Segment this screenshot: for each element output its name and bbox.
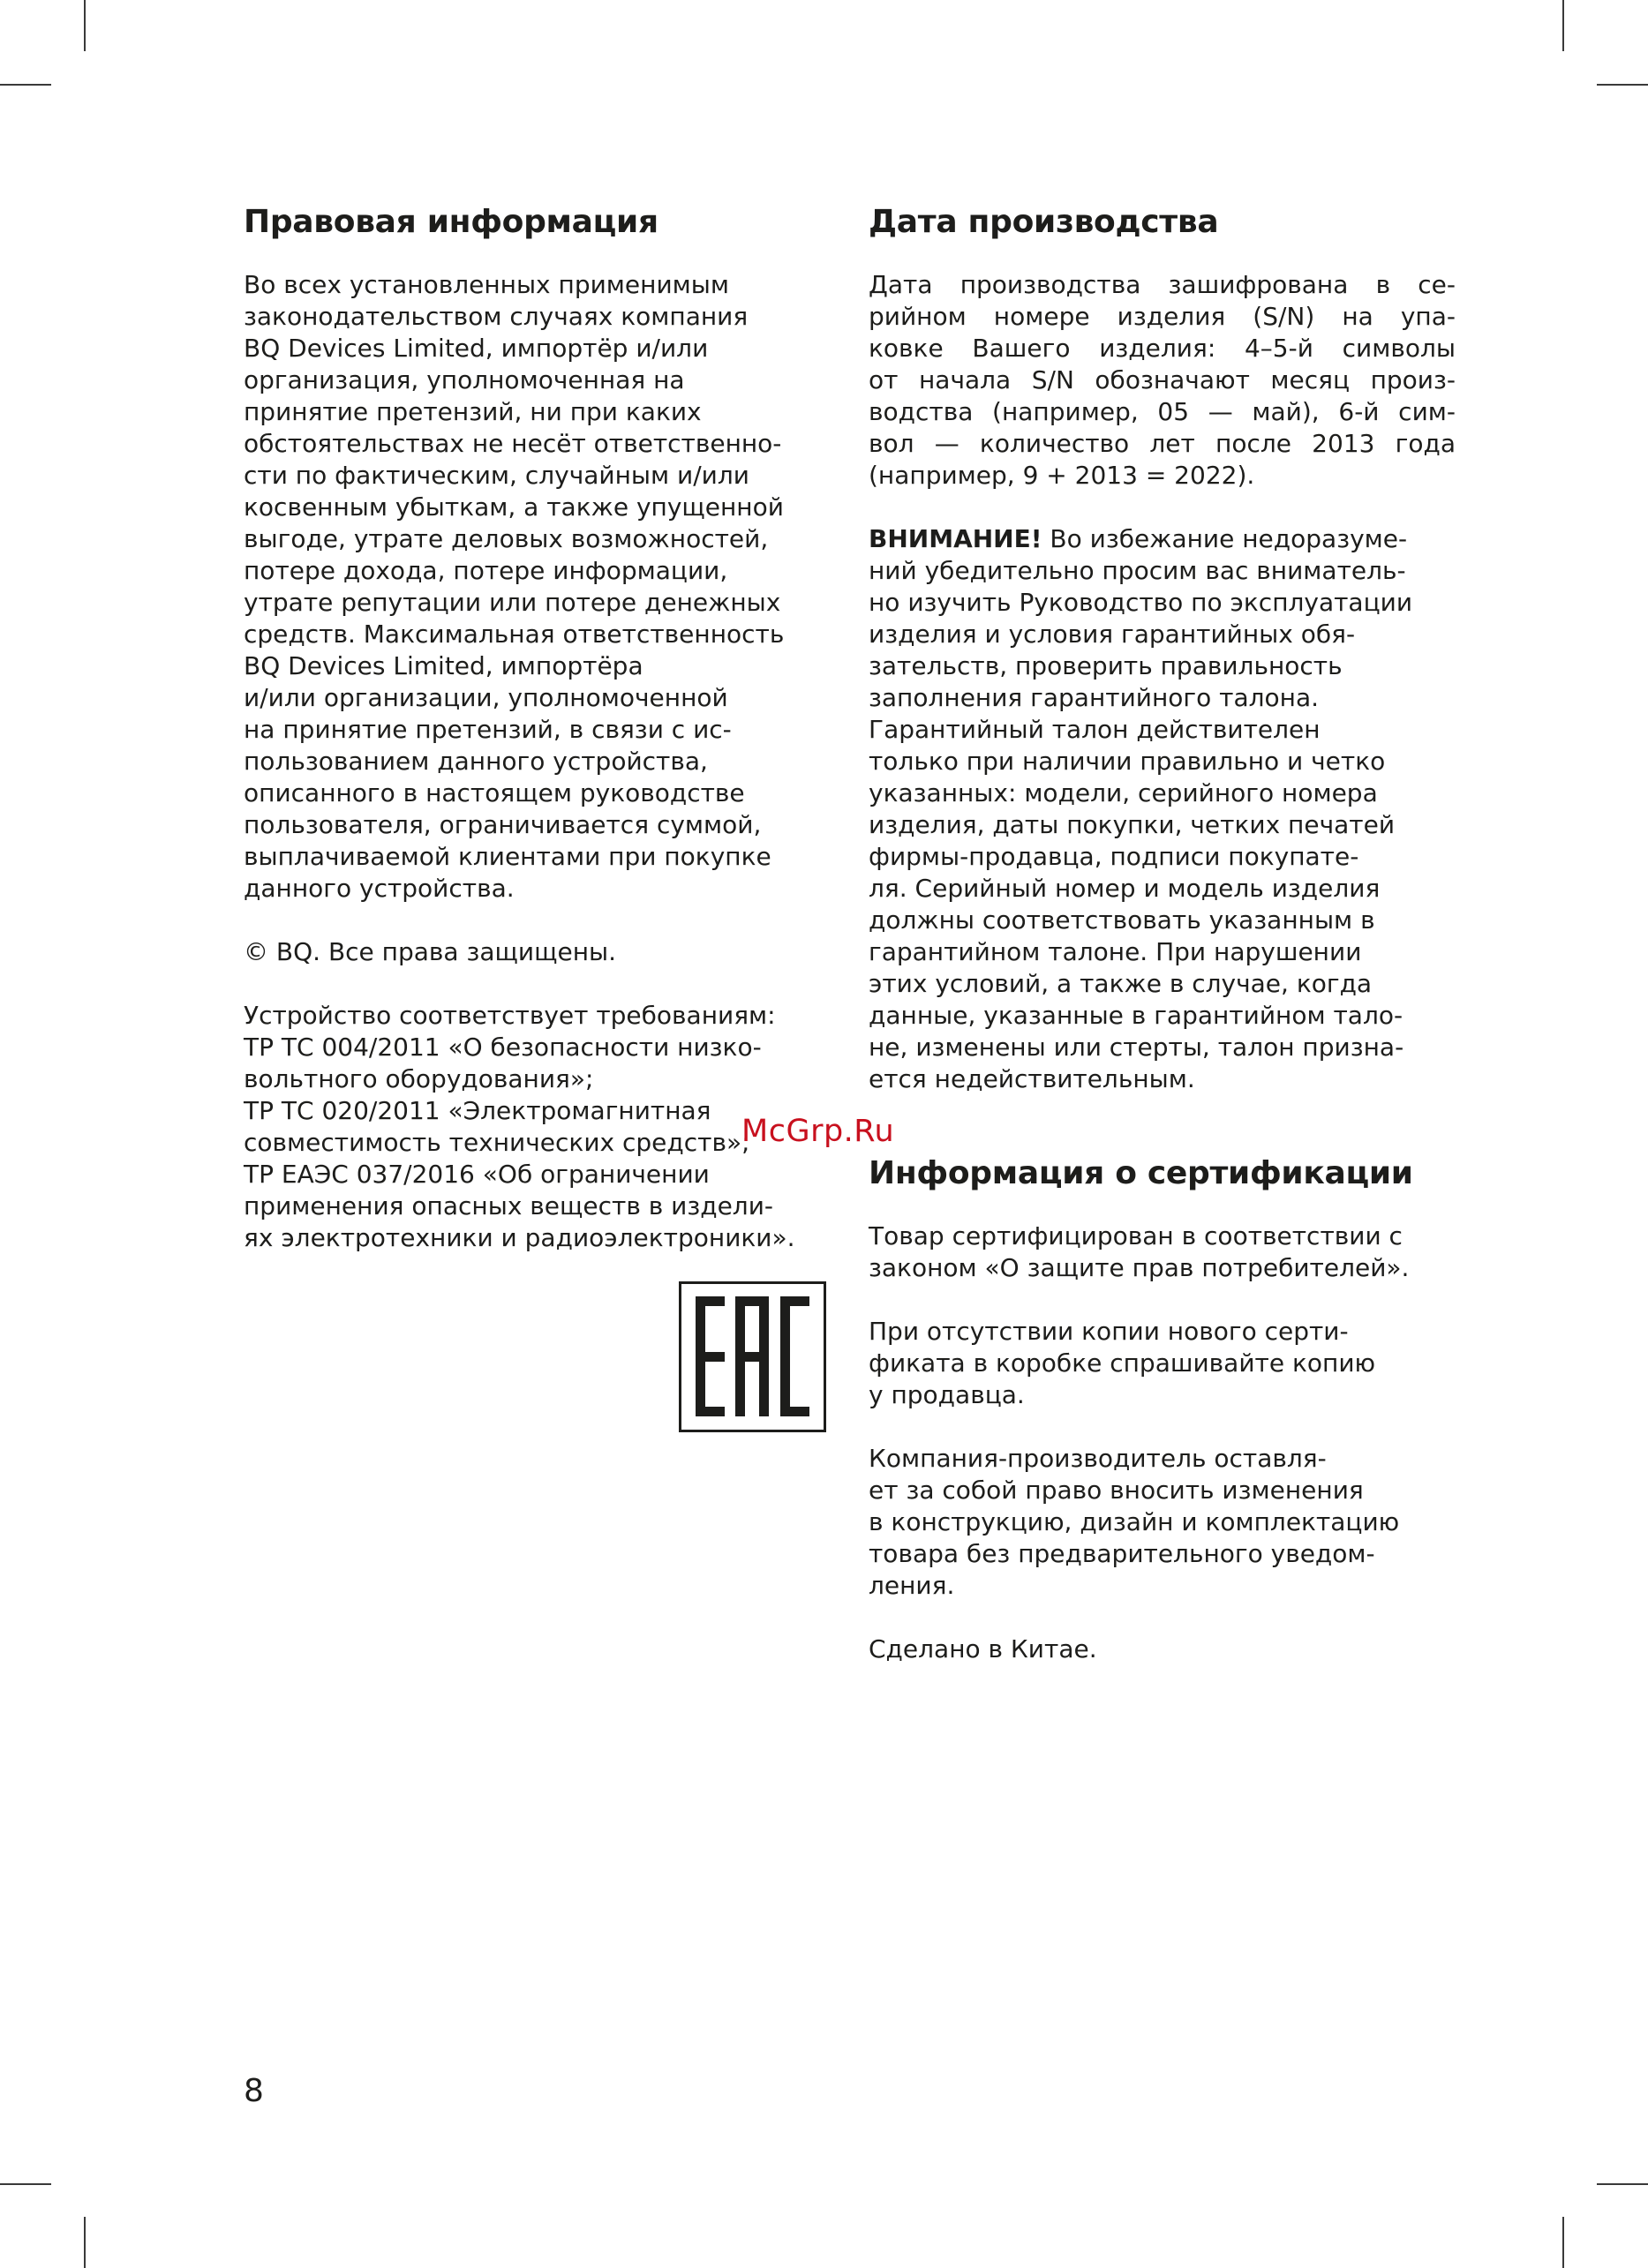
certification-section — [869, 1220, 1456, 1665]
text-line: сти по фактическим, случайным и/или — [244, 461, 749, 490]
text-line: не, изменены или стерты, талон призна- — [869, 1033, 1404, 1062]
text-line: утрате репутации или потере денежных — [244, 588, 781, 617]
text-line: (например, 9 + 2013 = 2022). — [869, 461, 1255, 490]
text-line: Во всех установленных применимым — [244, 270, 730, 299]
text-line: ется недействительным. — [869, 1064, 1195, 1093]
attention-first-line-rest: Во избежание недоразуме- — [1042, 524, 1408, 553]
text-line: пользователя, ограничивается суммой, — [244, 810, 762, 839]
text-line: принятие претензий, ни при каких — [244, 397, 702, 426]
certification-paragraph — [869, 1220, 1456, 1284]
text-line: этих условий, а также в случае, когда — [869, 969, 1373, 998]
eac-certification-mark — [679, 1281, 826, 1432]
production-date-heading: Дата производства — [869, 204, 1219, 240]
text-line: от начала S/N обозначают месяц произ- — [869, 365, 1456, 394]
text-line: указанных: модели, серийного номера — [869, 778, 1378, 807]
text-line: но изучить Руководство по эксплуатации — [869, 588, 1413, 617]
certification-paragraph — [869, 1443, 1456, 1602]
attention-label: ВНИМАНИЕ! — [869, 524, 1042, 553]
crop-mark-top-right — [1562, 0, 1564, 51]
copyright-text: © BQ. Все права защищены. — [244, 937, 617, 966]
copyright-paragraph — [244, 936, 831, 968]
watermark-text: McGrp.Ru — [741, 1114, 895, 1149]
certification-heading: Информация о сертификации — [869, 1155, 1413, 1191]
left-column — [244, 201, 831, 1254]
crop-mark-top-left-h — [0, 84, 51, 86]
text-line: ет за собой право вносить изменения — [869, 1476, 1364, 1505]
text-line: должны соответствовать указанным в — [869, 905, 1375, 935]
text-line: только при наличии правильно и четко — [869, 747, 1386, 776]
text-line: Устройство соответствует требованиям: — [244, 1001, 776, 1030]
crop-mark-top-right-h — [1597, 84, 1648, 86]
text-line: описанного в настоящем руководстве — [244, 778, 745, 807]
production-date-paragraph — [869, 269, 1456, 492]
attention-paragraph — [869, 523, 1456, 1095]
page-number: 8 — [244, 2073, 264, 2109]
text-line: Дата производства зашифрована в се- — [869, 270, 1456, 299]
text-line: средств. Максимальная ответственность — [244, 620, 785, 649]
text-line: товара без предварительного уведом- — [869, 1539, 1375, 1568]
text-line: фиката в коробке спрашивайте копию — [869, 1348, 1376, 1378]
text-line: обстоятельствах не несёт ответственно- — [244, 429, 782, 458]
text-line: изделия, даты покупки, четких печатей — [869, 810, 1396, 839]
text-line: вольтного оборудования»; — [244, 1064, 594, 1093]
text-line: совместимость технических средств»; — [244, 1128, 750, 1157]
text-line: выгоде, утрате деловых возможностей, — [244, 524, 769, 553]
text-line: Сделано в Китае. — [869, 1634, 1097, 1663]
text-line: ТР ЕАЭС 037/2016 «Об ограничении — [244, 1160, 710, 1189]
legal-heading: Правовая информация — [244, 204, 658, 240]
crop-mark-bottom-left — [84, 2217, 86, 2268]
text-line: BQ Devices Limited, импортёр и/или — [244, 334, 709, 363]
text-line: заполнения гарантийного талона. — [869, 683, 1320, 712]
text-line: данного устройства. — [244, 874, 515, 903]
text-line: вол — количество лет после 2013 года — [869, 429, 1456, 458]
right-column — [869, 201, 1456, 1665]
crop-mark-bottom-right-h — [1597, 2183, 1648, 2185]
text-line: и/или организации, уполномоченной — [244, 683, 728, 712]
certification-paragraph — [869, 1316, 1456, 1411]
text-line: Товар сертифицирован в соответствии с — [869, 1221, 1403, 1250]
text-line: в конструкцию, дизайн и комплектацию — [869, 1507, 1400, 1536]
text-line: ях электротехники и радиоэлектроники». — [244, 1223, 795, 1252]
text-line: законом «О защите прав потребителей». — [869, 1253, 1410, 1282]
text-line: законодательством случаях компания — [244, 302, 749, 331]
text-line: При отсутствии копии нового серти- — [869, 1317, 1349, 1346]
text-line: на принятие претензий, в связи с ис- — [244, 715, 732, 744]
crop-mark-bottom-left-h — [0, 2183, 51, 2185]
text-line: гарантийном талоне. При нарушении — [869, 937, 1362, 966]
text-line: у продавца. — [869, 1380, 1025, 1409]
text-line: выплачиваемой клиентами при покупке — [244, 842, 771, 871]
text-line: ТР ТС 020/2011 «Электромагнитная — [244, 1096, 711, 1125]
text-line: потере дохода, потере информации, — [244, 556, 728, 585]
text-line: ковке Вашего изделия: 4–5-й символы — [869, 334, 1456, 363]
attention-first-line — [869, 523, 1456, 555]
text-line: зательств, проверить правильность — [869, 651, 1343, 680]
text-line: BQ Devices Limited, импортёра — [244, 651, 643, 680]
text-line: Гарантийный талон действителен — [869, 715, 1321, 744]
legal-paragraph — [244, 269, 831, 905]
text-line: ТР ТС 004/2011 «О безопасности низко- — [244, 1033, 762, 1062]
text-line: ний убедительно просим вас вниматель- — [869, 556, 1406, 585]
text-line: Компания-производитель оставля- — [869, 1444, 1327, 1473]
text-line: ления. — [869, 1571, 955, 1600]
text-line: пользованием данного устройства, — [244, 747, 708, 776]
text-line: фирмы-продавца, подписи покупате- — [869, 842, 1359, 871]
text-line: изделия и условия гарантийных обя- — [869, 620, 1356, 649]
text-line: рийном номере изделия (S/N) на упа- — [869, 302, 1456, 331]
crop-mark-top-left — [84, 0, 86, 51]
text-line: косвенным убыткам, а также упущенной — [244, 492, 784, 522]
eac-logo-icon — [681, 1284, 824, 1430]
text-line: организация, уполномоченная на — [244, 365, 685, 394]
text-line: водства (например, 05 — май), 6-й сим- — [869, 397, 1456, 426]
text-line: применения опасных веществ в издели- — [244, 1191, 773, 1220]
text-line: данные, указанные в гарантийном тало- — [869, 1001, 1403, 1030]
crop-mark-bottom-right — [1562, 2217, 1564, 2268]
text-line: ля. Серийный номер и модель изделия — [869, 874, 1381, 903]
certification-paragraph — [869, 1633, 1456, 1665]
